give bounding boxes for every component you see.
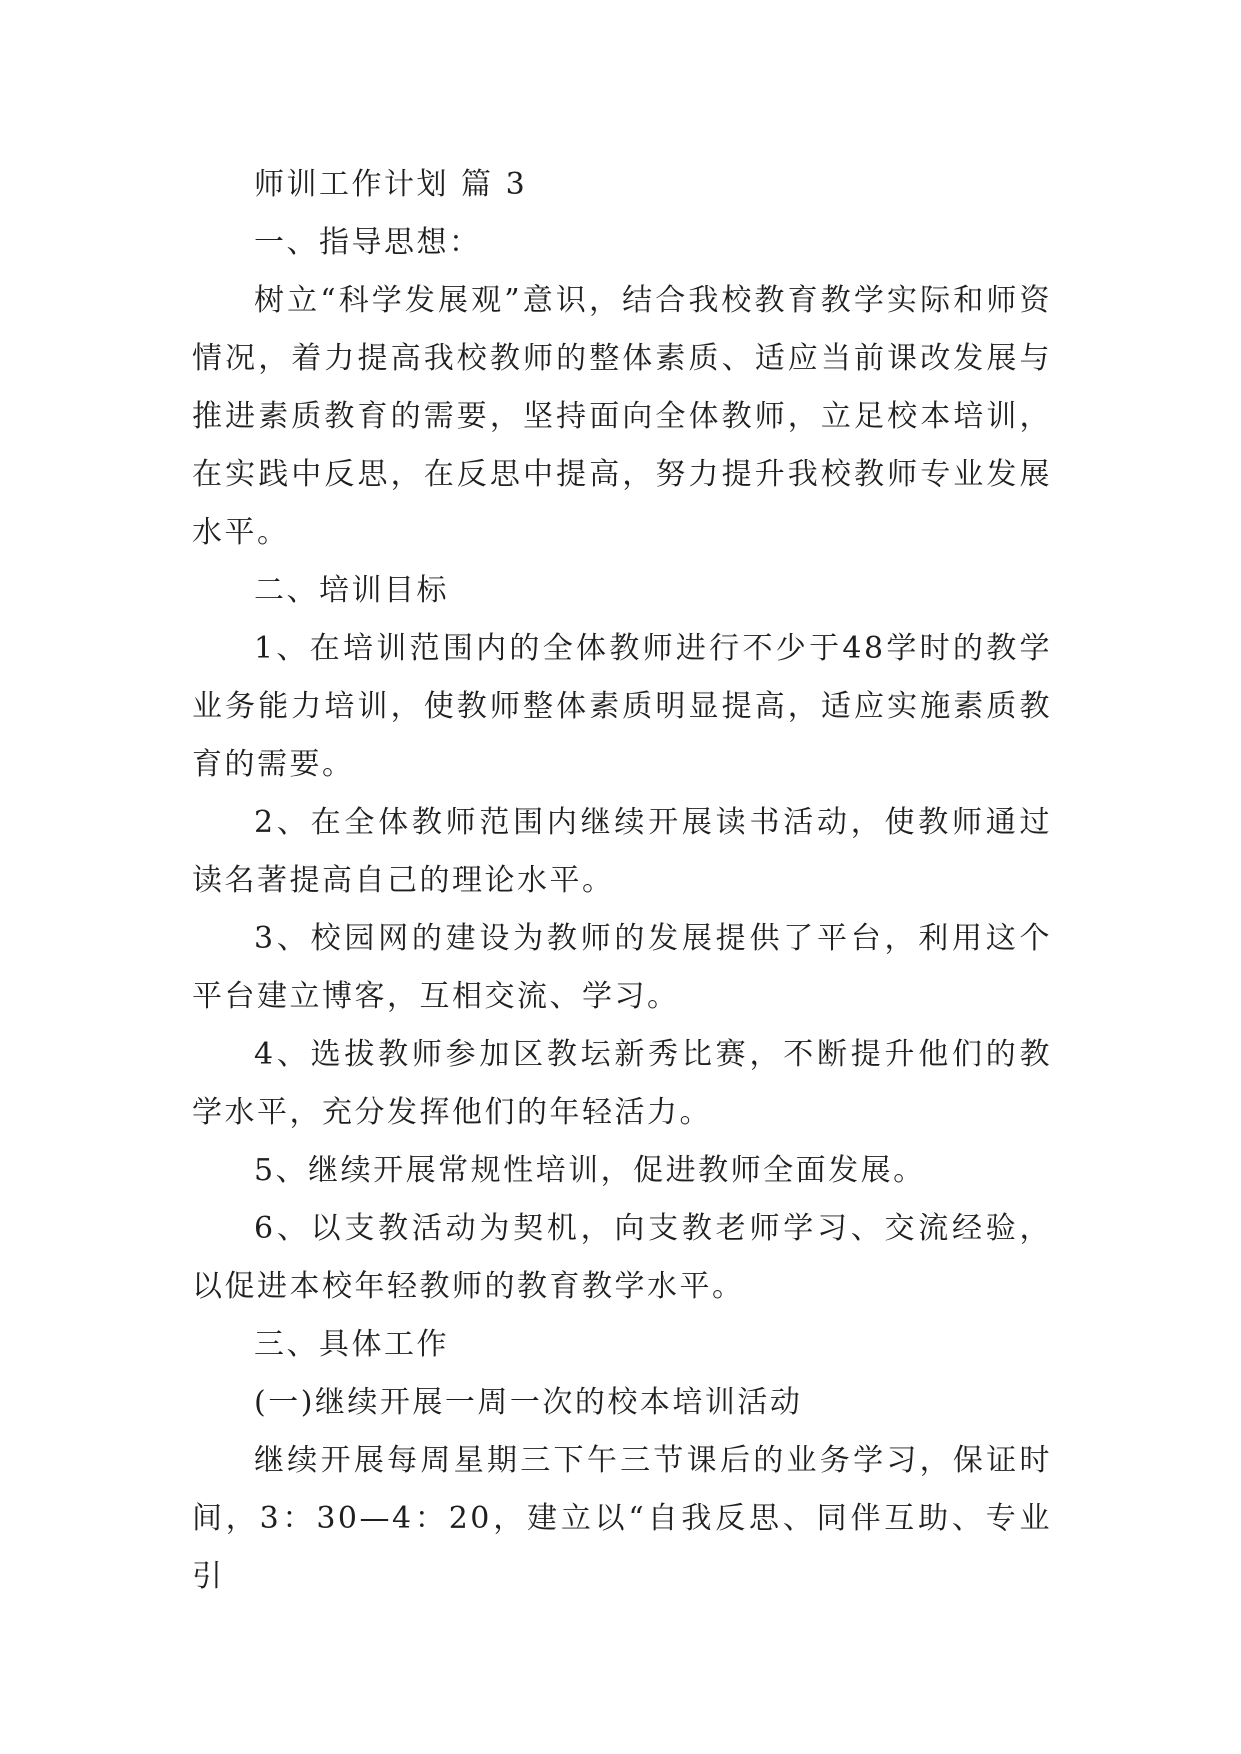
list-item-goal-6: 6、以支教活动为契机，向支教老师学习、交流经验，以促进本校年轻教师的教育教学水平。 bbox=[192, 1211, 1052, 1304]
section-heading-guiding-ideology: 一、指导思想： bbox=[254, 225, 482, 260]
list-item-goal-1: 1、在培训范围内的全体教师进行不少于48学时的教学业务能力培训，使教师整体素质明显提高，适应实施素质教育的需要。 bbox=[192, 631, 1052, 782]
paragraph-weekly-training: 继续开展每周星期三下午三节课后的业务学习，保证时间，3：30—4：20，建立以“自我反思、同伴互助、专业引 bbox=[192, 1443, 1052, 1594]
subheading-weekly-training: (一)继续开展一周一次的校本培训活动 bbox=[254, 1385, 803, 1420]
list-item-goal-5: 5、继续开展常规性培训，促进教师全面发展。 bbox=[254, 1153, 926, 1188]
document-body bbox=[192, 156, 1052, 1606]
list-item-goal-3: 3、校园网的建设为教师的发展提供了平台，利用这个平台建立博客，互相交流、学习。 bbox=[192, 921, 1052, 1014]
section-heading-training-goals: 二、培训目标 bbox=[254, 573, 449, 608]
list-item-goal-4: 4、选拔教师参加区教坛新秀比赛，不断提升他们的教学水平，充分发挥他们的年轻活力。 bbox=[192, 1037, 1052, 1130]
document-title: 师训工作计划 篇 3 bbox=[254, 167, 528, 202]
paragraph-guiding-ideology: 树立“科学发展观”意识，结合我校教育教学实际和师资情况，着力提高我校教师的整体素质、适应当前课改发展与推进素质教育的需要，坚持面向全体教师，立足校本培训，在实践中反思，在反思中提高，努力提升我校教师专业发展水平。 bbox=[192, 283, 1052, 550]
section-heading-specific-work: 三、具体工作 bbox=[254, 1327, 449, 1362]
list-item-goal-2: 2、在全体教师范围内继续开展读书活动，使教师通过读名著提高自己的理论水平。 bbox=[192, 805, 1052, 898]
